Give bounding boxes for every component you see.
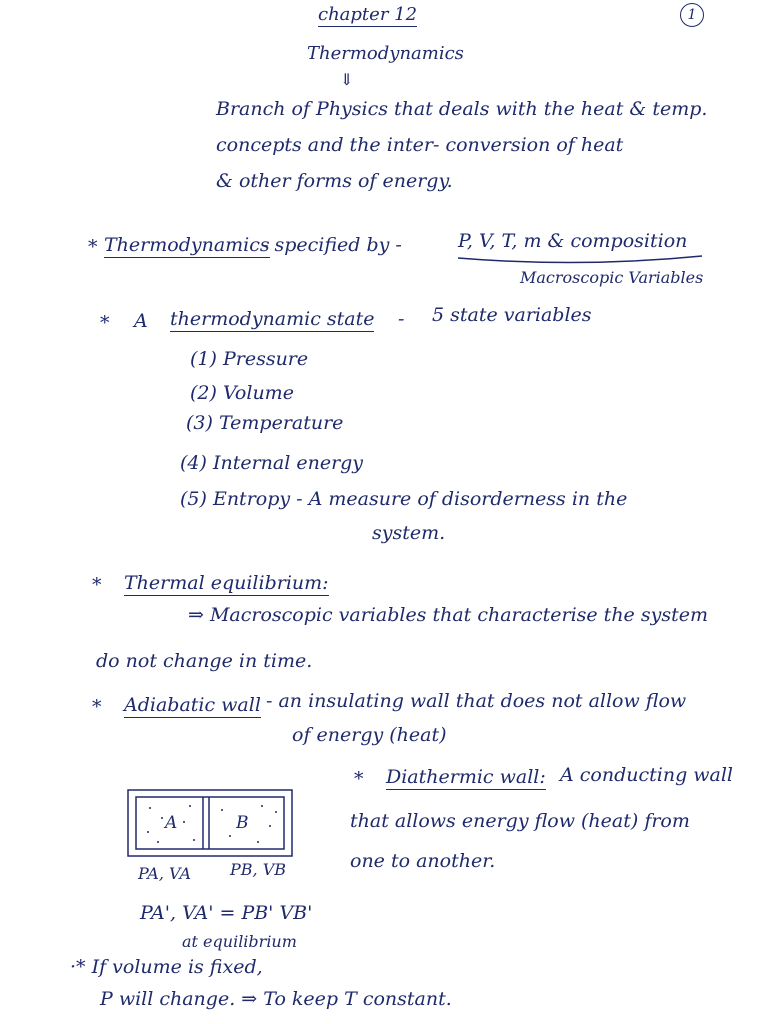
diathermic-line-3: one to another. bbox=[350, 850, 496, 872]
diathermic-line-1: A conducting wall bbox=[560, 764, 734, 786]
state-prefix: A bbox=[134, 310, 148, 332]
thermodynamics-term: Thermodynamics bbox=[104, 234, 270, 256]
thermal-equilibrium-term: Thermal equilibrium: bbox=[124, 572, 329, 594]
bullet: * bbox=[100, 312, 110, 334]
adiabatic-line-1: - an insulating wall that does not allow flow bbox=[266, 690, 687, 712]
thermal-line-1: ⇒ Macroscopic variables that characterise the system bbox=[188, 604, 708, 626]
page-number: 1 bbox=[680, 3, 704, 27]
footer-line-2: P will change. ⇒ To keep T constant. bbox=[100, 988, 452, 1010]
definition-line-2: concepts and the inter- conversion of heat bbox=[216, 134, 624, 156]
specified-by-text: - specified by - bbox=[262, 234, 402, 256]
equilibrium-note: at equilibrium bbox=[182, 932, 297, 951]
down-arrow-icon: ⇓ bbox=[340, 70, 354, 89]
bullet: * bbox=[354, 768, 364, 790]
bullet: * bbox=[92, 696, 102, 718]
state-item-5-cont: system. bbox=[372, 522, 446, 544]
chapter-heading: chapter 12 bbox=[318, 4, 418, 25]
bullet: * bbox=[92, 574, 102, 596]
page-title: Thermodynamics bbox=[307, 43, 464, 64]
adiabatic-wall-term: Adiabatic wall bbox=[124, 694, 261, 716]
definition-line-1: Branch of Physics that deals with the heat & temp. bbox=[216, 98, 708, 120]
diathermic-line-2: that allows energy flow (heat) from bbox=[350, 810, 690, 832]
macroscopic-vars: P, V, T, m & composition bbox=[458, 230, 688, 252]
state-item-2: (2) Volume bbox=[190, 382, 294, 404]
state-variables-desc: 5 state variables bbox=[432, 304, 592, 326]
thermal-line-2: do not change in time. bbox=[96, 650, 313, 672]
state-item-3: (3) Temperature bbox=[186, 412, 344, 434]
definition-line-3: & other forms of energy. bbox=[216, 170, 453, 192]
compartment-a-label: A bbox=[165, 813, 178, 833]
state-item-1: (1) Pressure bbox=[190, 348, 309, 370]
equilibrium-equation: PA', VA' = PB' VB' bbox=[140, 902, 313, 924]
macroscopic-label: Macroscopic Variables bbox=[520, 268, 704, 287]
thermodynamic-state-term: thermodynamic state bbox=[170, 308, 375, 330]
footer-line-1: ·* If volume is fixed, bbox=[70, 956, 263, 978]
compartment-b-label: B bbox=[236, 813, 249, 833]
state-item-4: (4) Internal energy bbox=[180, 452, 364, 474]
adiabatic-line-2: of energy (heat) bbox=[292, 724, 447, 746]
diathermic-wall-term: Diathermic wall: bbox=[386, 766, 546, 788]
state-b-label: PB, VB bbox=[230, 860, 287, 879]
bullet: * bbox=[88, 236, 98, 258]
state-item-5: (5) Entropy - A measure of disorderness in the bbox=[180, 488, 628, 510]
state-a-label: PA, VA bbox=[138, 864, 192, 883]
state-dash: - bbox=[398, 308, 405, 330]
